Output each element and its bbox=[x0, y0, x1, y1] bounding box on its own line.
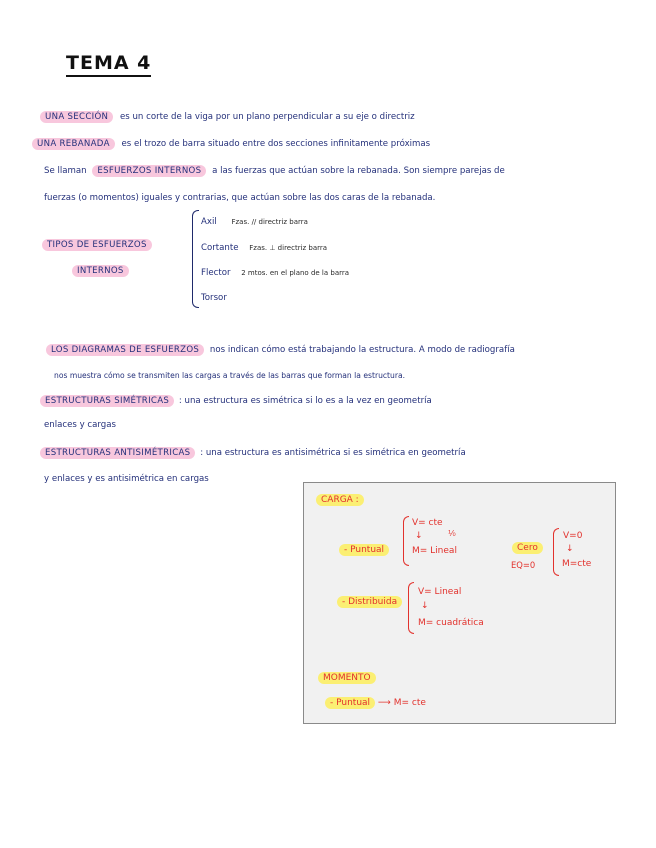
tipos-label-1: TIPOS DE ESFUERZOS bbox=[42, 239, 152, 251]
tipos-label bbox=[42, 240, 152, 250]
antisimetricas-definition: : una estructura es antisimétrica si es simétrica en geometría bbox=[200, 448, 466, 458]
puntual-label-wrap bbox=[339, 545, 389, 555]
tipo-torsor-name: Torsor bbox=[201, 293, 227, 303]
puntual-label: - Puntual bbox=[339, 544, 389, 556]
cero-v: V=0 bbox=[563, 531, 583, 541]
seccion-term: UNA SECCIÓN bbox=[40, 111, 113, 123]
distribuida-m: M= cuadrática bbox=[418, 618, 484, 628]
momento-puntual-label: - Puntual bbox=[325, 697, 375, 709]
antisimetricas-definition-2: y enlaces y es antisimétrica en cargas bbox=[44, 474, 209, 484]
puntual-brace bbox=[403, 516, 409, 566]
esfuerzos-pre: Se llaman bbox=[44, 166, 87, 176]
puntual-v: V= cte bbox=[412, 518, 443, 528]
momento-label: MOMENTO bbox=[318, 672, 376, 684]
tipo-axil-desc: Fzas. // directriz barra bbox=[231, 218, 308, 226]
diagramas-line bbox=[46, 345, 515, 355]
cero-m: M=cte bbox=[562, 559, 592, 569]
tipos-label-2: INTERNOS bbox=[72, 265, 129, 277]
puntual-arrow: ↓ bbox=[415, 531, 423, 541]
distribuida-label: - Distribuida bbox=[337, 596, 402, 608]
seccion-line bbox=[40, 112, 415, 122]
tipo-cortante bbox=[201, 243, 327, 253]
rebanada-term: UNA REBANADA bbox=[32, 138, 115, 150]
cero-label: Cero bbox=[512, 542, 543, 554]
distribuida-v: V= Lineal bbox=[418, 587, 462, 597]
tipo-flector-name: Flector bbox=[201, 268, 231, 278]
momento-result: M= cte bbox=[393, 698, 426, 708]
rebanada-definition: es el trozo de barra situado entre dos secciones infinitamente próximas bbox=[121, 139, 431, 149]
diagramas-definition-2: nos muestra cómo se transmiten las cargas a través de las barras que forman la estructura. bbox=[54, 371, 406, 380]
esfuerzos-line bbox=[44, 166, 505, 176]
simetricas-line bbox=[40, 396, 432, 406]
diagramas-term: LOS DIAGRAMAS DE ESFUERZOS bbox=[46, 344, 204, 356]
esfuerzos-term: ESFUERZOS INTERNOS bbox=[92, 165, 206, 177]
simetricas-term: ESTRUCTURAS SIMÉTRICAS bbox=[40, 395, 174, 407]
esfuerzos-definition: a las fuerzas que actúan sobre la rebanada. Son siempre parejas de bbox=[212, 166, 505, 176]
puntual-fraction: ⅟₀ bbox=[448, 529, 456, 538]
carga-label: CARGA : bbox=[316, 494, 364, 506]
distribuida-arrow: ↓ bbox=[421, 601, 429, 611]
cero-arrow: ↓ bbox=[566, 544, 574, 554]
antisimetricas-term: ESTRUCTURAS ANTISIMÉTRICAS bbox=[40, 447, 195, 459]
tipo-torsor bbox=[201, 293, 227, 303]
rebanada-line bbox=[32, 139, 430, 149]
momento-arrow: ⟶ bbox=[377, 698, 391, 708]
cero-eq: EQ=0 bbox=[511, 560, 536, 570]
puntual-m: M= Lineal bbox=[412, 546, 457, 556]
tipo-flector bbox=[201, 268, 349, 278]
tipo-flector-desc: 2 mtos. en el plano de la barra bbox=[241, 269, 350, 277]
tipos-brace bbox=[192, 210, 199, 308]
tipo-axil-name: Axil bbox=[201, 217, 217, 227]
tipo-cortante-desc: Fzas. ⊥ directriz barra bbox=[249, 244, 328, 252]
page-title: TEMA 4 bbox=[66, 52, 151, 77]
simetricas-definition: : una estructura es simétrica si lo es a la vez en geometría bbox=[178, 396, 432, 406]
distribuida-brace bbox=[408, 582, 414, 634]
cero-label-wrap bbox=[512, 543, 543, 553]
momento-line bbox=[325, 698, 426, 708]
simetricas-definition-2: enlaces y cargas bbox=[44, 420, 116, 430]
distribuida-label-wrap bbox=[337, 597, 402, 607]
antisimetricas-line bbox=[40, 448, 466, 458]
seccion-definition: es un corte de la viga por un plano perpendicular a su eje o directriz bbox=[119, 112, 415, 122]
tipos-label-2-wrap bbox=[72, 266, 129, 276]
esfuerzos-definition-2: fuerzas (o momentos) iguales y contrarias, que actúan sobre las dos caras de la rebanada. bbox=[44, 193, 436, 203]
tipo-cortante-name: Cortante bbox=[201, 243, 239, 253]
momento-heading bbox=[318, 673, 376, 683]
cero-brace bbox=[553, 528, 559, 576]
tipo-axil bbox=[201, 217, 308, 227]
carga-heading bbox=[316, 495, 364, 505]
diagramas-definition: nos indican cómo está trabajando la estructura. A modo de radiografía bbox=[209, 345, 515, 355]
